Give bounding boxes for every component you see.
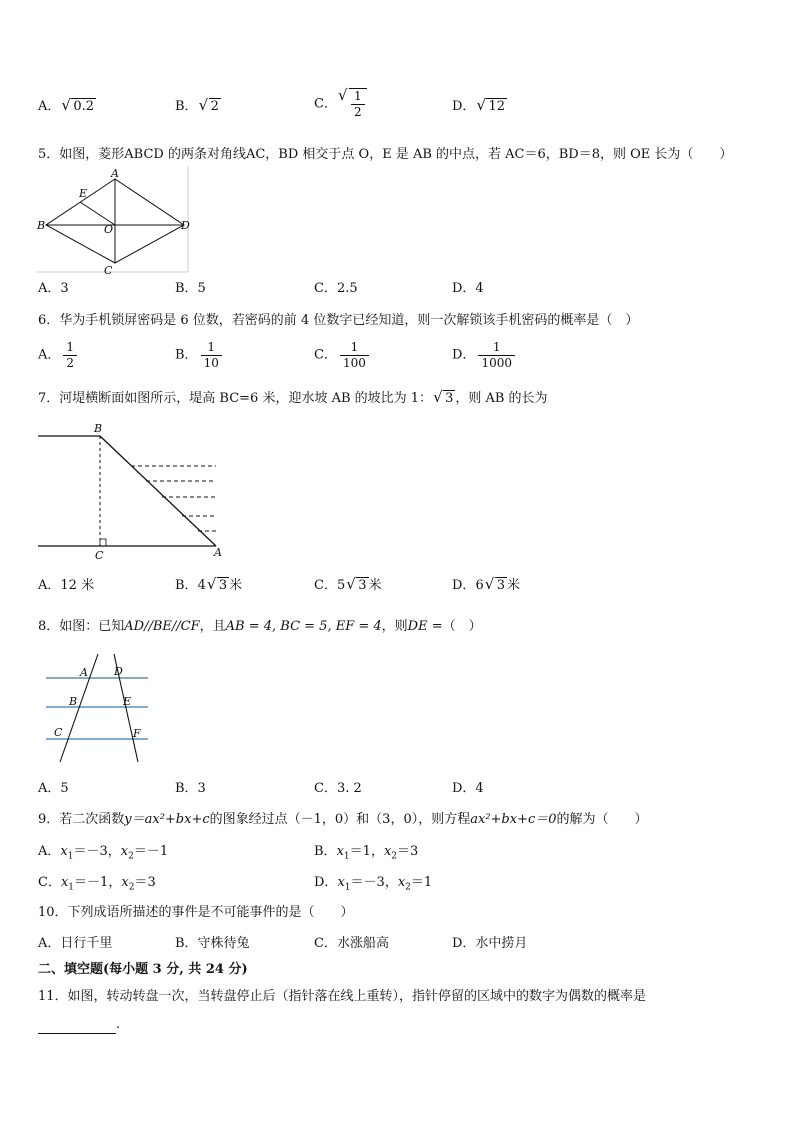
q7-option-b: B．4√ 3 米 (175, 577, 242, 595)
q10-option-c: C．水涨船高 (314, 936, 389, 951)
q8-label-d: D (114, 665, 123, 678)
q8-parallel-lines-figure (40, 652, 152, 764)
q9-option-b: B．$x_1=1$，$x_2=3$ (314, 844, 419, 862)
q5-stem: 5．如图，菱形ABCD 的两条对角线AC，BD 相交于点 O，E 是 AB 的中点，若 AC＝6，BD＝8，则 OE 长为（ ） (38, 147, 733, 162)
q5-label-a: A (111, 167, 119, 180)
q8-option-c: C．3. 2 (314, 781, 362, 796)
q7-label-c: C (95, 549, 104, 562)
q5-rhombus-figure (36, 166, 192, 276)
q5-option-a: A．3 (38, 281, 69, 296)
q7-option-a: A．12 米 (38, 578, 95, 593)
q6-option-b: B． $\frac{1}{10}$ (175, 340, 222, 371)
q10-option-d: D．水中捞月 (452, 936, 528, 951)
q5-label-o: O (104, 223, 114, 236)
q7-option-d: D．6√ 3 米 (452, 577, 520, 595)
section-title-fill-in: 二、填空题(每小题 3 分, 共 24 分) (38, 962, 248, 977)
q6-option-a: A． $\frac{1}{2}$ (38, 340, 77, 371)
q9-option-a: A．$x_1=-3$，$x_2=-1$ (38, 844, 169, 862)
q5-label-b: B (37, 219, 46, 232)
q7-label-b: B (94, 422, 103, 435)
q4-option-b: B．√ 2 (175, 98, 221, 116)
q10-option-b: B．守株待兔 (175, 936, 250, 951)
q9-option-d: D．$x_1=-3$，$x_2=1$ (314, 875, 433, 893)
q8-option-b: B．3 (175, 781, 206, 796)
q7-option-c: C．5√ 3 米 (314, 577, 382, 595)
q4-option-c: C． √ $\frac{1}{2}$ (314, 88, 367, 120)
q9-option-c: C．$x_1=-1$，$x_2=3$ (38, 875, 156, 893)
q4-option-d: D．√ 12 (452, 98, 507, 116)
q10-stem: 10．下列成语所描述的事件是不可能事件的是（ ） (38, 905, 354, 920)
q11-blank[interactable] (38, 1019, 116, 1034)
q6-option-d: D． $\frac{1}{1000}$ (452, 340, 515, 371)
q11-stem: 11．如图，转动转盘一次，当转盘停止后（指针落在线上重转），指针停留的区域中的数字为偶数的概率是 (38, 989, 647, 1004)
q4-option-a: A．√ 0.2 (38, 98, 96, 116)
q5-label-c: C (104, 264, 113, 276)
q8-label-b: B (69, 695, 78, 708)
q8-label-f: F (133, 727, 141, 740)
q7-embankment-figure (36, 420, 226, 562)
q6-stem: 6．华为手机锁屏密码是 6 位数，若密码的前 4 位数字已经知道，则一次解锁该手机密码的概率是（ ） (38, 313, 639, 328)
q8-stem: 8．如图：已知AD//BE//CF，且AB = 4, BC = 5, EF = 4，则DE =（ ） (38, 619, 482, 634)
q5-label-e: E (79, 187, 88, 200)
q8-label-a: A (80, 666, 88, 679)
q8-label-c: C (54, 726, 63, 739)
q9-stem: 9．若二次函数y＝ax²+bx+c的图象经过点（－1，0）和（3，0），则方程ax²+bx+c＝0的解为（ ） (38, 812, 648, 827)
q6-option-c: C． $\frac{1}{100}$ (314, 340, 369, 371)
q5-option-b: B．5 (175, 281, 206, 296)
q10-option-a: A．日行千里 (38, 936, 113, 951)
q7-label-a: A (214, 546, 222, 559)
q8-label-e: E (123, 695, 132, 708)
q5-label-d: D (181, 219, 190, 232)
q5-option-c: C．2.5 (314, 281, 358, 296)
q8-option-a: A．5 (38, 781, 69, 796)
q8-option-d: D．4 (452, 781, 484, 796)
q5-option-d: D．4 (452, 281, 484, 296)
q11-answer-line: . (38, 1016, 120, 1034)
q7-stem: 7．河堤横断面如图所示，堤高 BC=6 米，迎水坡 AB 的坡比为 1：√ 3 ，则 AB 的长为 (38, 390, 548, 408)
